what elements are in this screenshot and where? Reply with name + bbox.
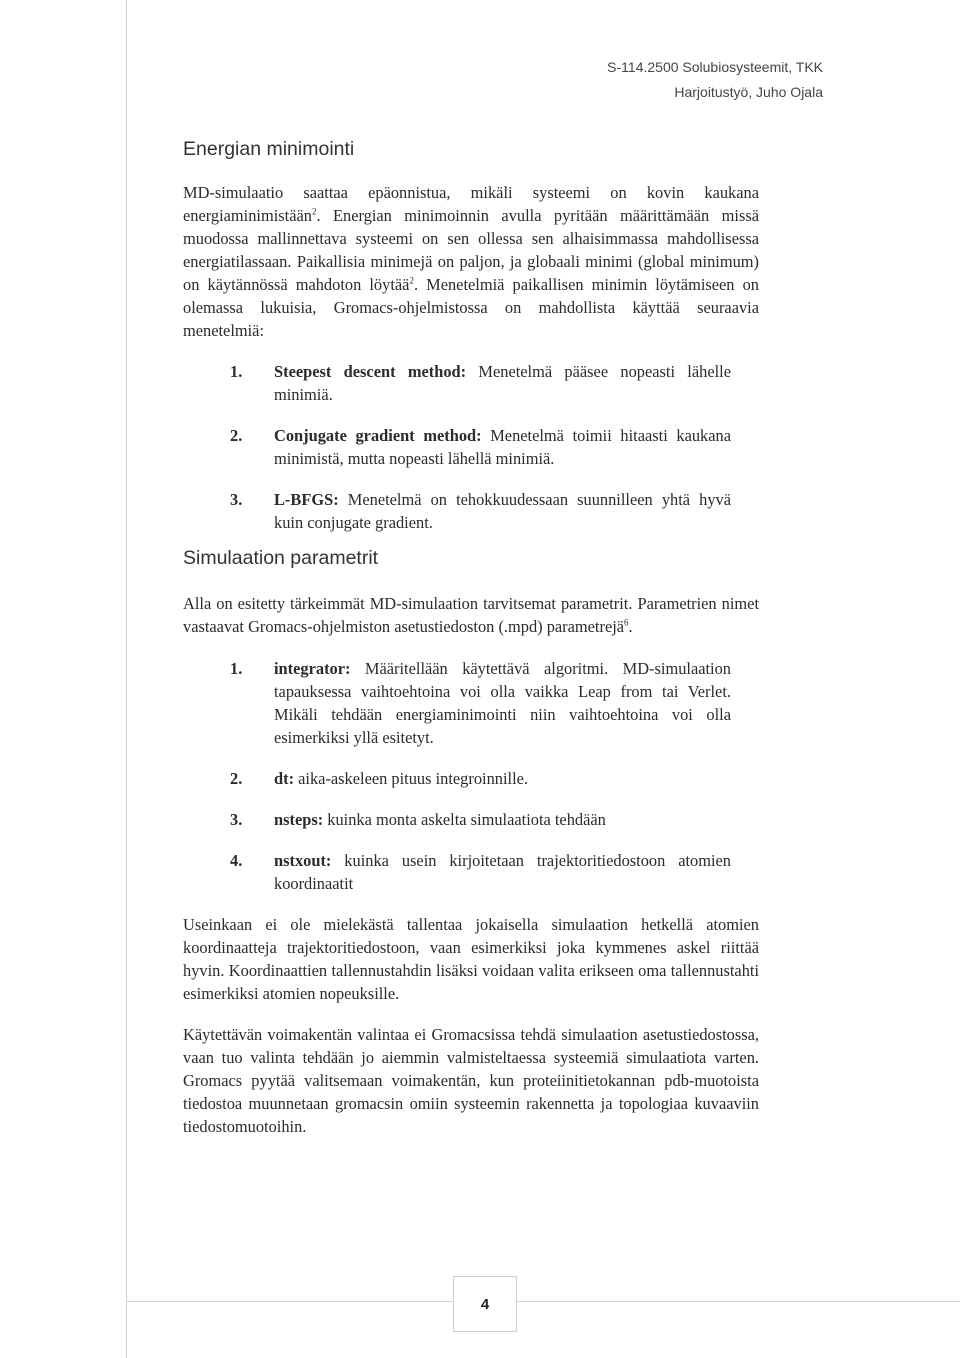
header-course: S-114.2500 Solubiosysteemit, TKK — [607, 59, 823, 75]
list-item: 2. dt: aika-askeleen pituus integroinnille. — [230, 769, 528, 788]
section-title-params: Simulaation parametrit — [183, 547, 379, 569]
parameter-list — [183, 657, 759, 895]
list-item: 1. integrator: Määritellään käytettävä algoritmi. MD-simulaation tapauksessa vaihtoehtoina voi olla vaikka Leap from tai Verlet. Mikäli tehdään energiaminimointi niin vaihtoehtoina voi olla esimerkiksi yllä esitetyt. — [230, 659, 731, 747]
params-intro-paragraph: Alla on esitetty tärkeimmät MD-simulaation tarvitsemat parametrit. Parametrien nimet vastaavat Gromacs-ohjelmiston asetustiedoston (.mpd) parametrejä$^6$. — [183, 594, 759, 636]
citation-ref: 2 — [409, 275, 414, 286]
list-item: 3. L-BFGS: Menetelmä on tehokkuudessaan suunnilleen yhtä hyvä kuin conjugate gradient. — [230, 490, 731, 532]
coordinates-paragraph: Useinkaan ei ole mielekästä tallentaa jokaisella simulaation hetkellä atomien koordinaatteja trajektoritiedostoon, vaan esimerkiksi joka kymmenes askel riittää hyvin. Koordinaattien tallennustahdin lisäksi voidaan valita erikseen oma tallennustahti esimerkiksi atomien nopeuksille. — [183, 915, 759, 1003]
margin-rule-vertical — [126, 0, 127, 1358]
energy-intro-paragraph: MD-simulaatio saattaa epäonnistua, mikäli systeemi on kovin kaukana energiaminimistään$^2$. Energian minimoinnin avulla pyritään määrittämään missä muodossa mallinnettava systeemi on sen ollessa sen alhaisimmassa mahdollisessa energiatilassaan. Paikallisia minimejä on paljon, ja globaali minimi (global minimum) on käytännössä mahdoton löytää$^2$. Menetelmiä paikallisen minimin löytämiseen on olemassa lukuisia, Gromacs-ohjelmistossa on mahdollista käyttää seuraavia menetelmiä: — [183, 183, 759, 340]
footer-rule — [126, 1301, 960, 1302]
list-item: 3. nsteps: kuinka monta askelta simulaatiota tehdään — [230, 810, 606, 829]
section-title-energy: Energian minimointi — [183, 138, 355, 160]
list-item: 2. Conjugate gradient method: Menetelmä toimii hitaasti kaukana minimistä, mutta nopeasti lähellä minimiä. — [230, 426, 731, 468]
citation-ref: 2 — [311, 206, 317, 217]
running-header — [607, 55, 823, 105]
minimization-methods-list — [183, 360, 759, 534]
header-author: Harjoitustyö, Juho Ojala — [674, 84, 823, 100]
list-item: 4. nstxout: kuinka usein kirjoitetaan trajektoritiedostoon atomien koordinaatit — [230, 851, 731, 893]
forcefield-paragraph: Käytettävän voimakentän valintaa ei Gromacsissa tehdä simulaation asetustiedostossa, vaan tuo valinta tehdään jo aiemmin valmisteltaessa systeemiä simulaatiota varten. Gromacs pyytää valitsemaan voimakentän, kun proteiinitietokannan pdb-muotoista tiedostoa muunnetaan gromacsin omiin systeemin rakennetta ja topologiaa kuvaaviin tiedostomuotoihin. — [183, 1025, 759, 1136]
list-item: 1. Steepest descent method: Menetelmä pääsee nopeasti lähelle minimiä. — [230, 362, 731, 404]
page-content — [183, 135, 759, 1138]
page-number: 4 — [453, 1276, 517, 1332]
citation-ref: 6 — [624, 617, 629, 628]
